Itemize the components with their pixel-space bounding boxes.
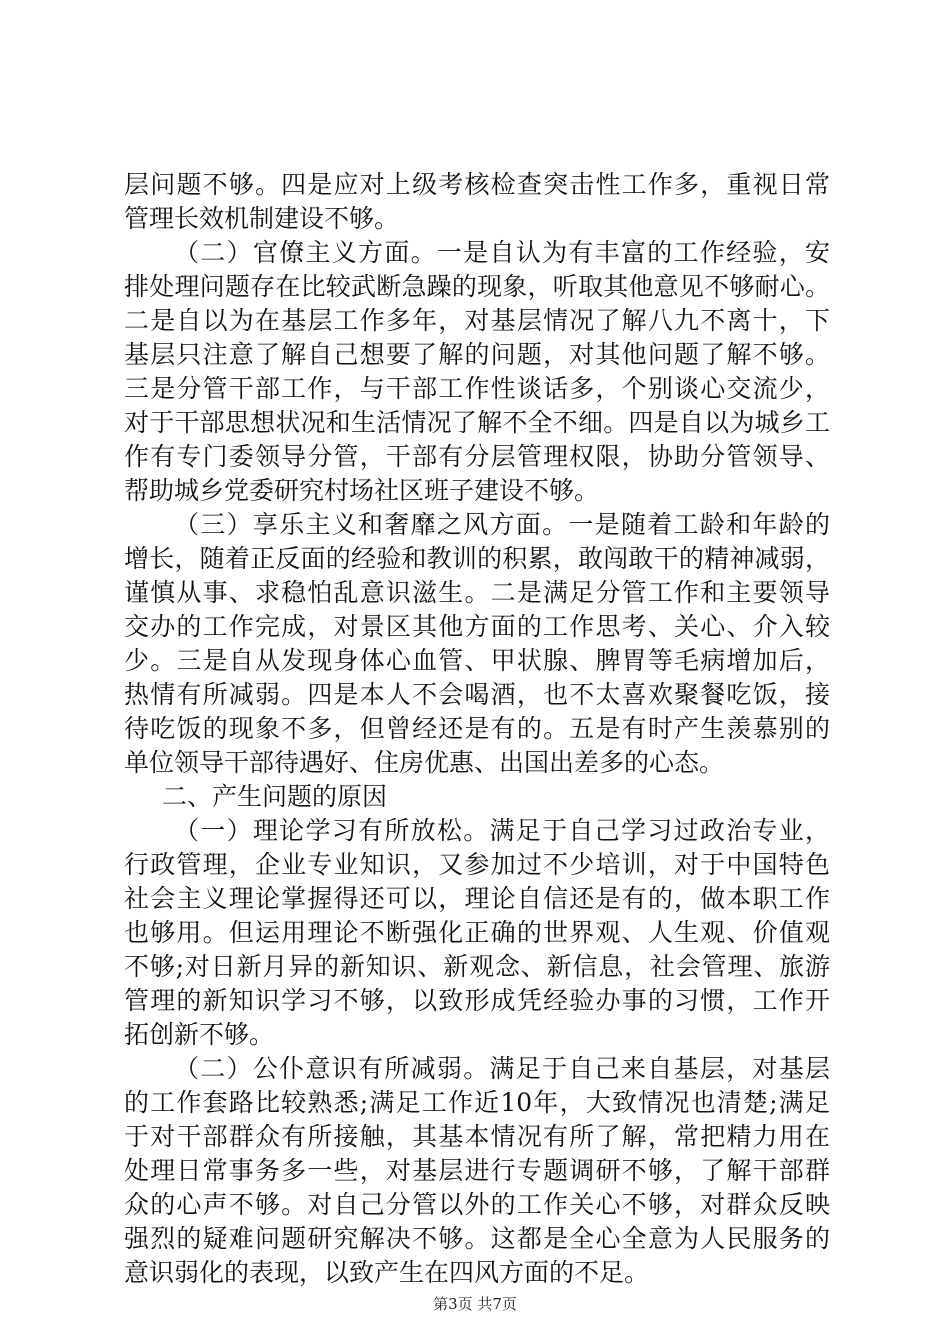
text-line: 拓创新不够。 (124, 1020, 275, 1049)
text-line: 待吃饭的现象不多，但曾经还是有的。五是有时产生羡慕别的 (124, 714, 830, 743)
text-line: 作有专门委领导分管，干部有分层管理权限，协助分管领导、 (124, 442, 830, 471)
text-line: 强烈的疑难问题研究解决不够。这都是全心全意为人民服务的 (124, 1224, 830, 1253)
text-line: 排处理问题存在比较武断急躁的现象，听取其他意见不够耐心。 (124, 272, 830, 301)
text-line: 二是自以为在基层工作多年，对基层情况了解八九不离十，下 (124, 306, 830, 335)
text-line: 对于干部思想状况和生活情况了解不全不细。四是自以为城乡工 (124, 408, 830, 437)
text-line: 众的心声不够。对自己分管以外的工作关心不够，对群众反映 (124, 1190, 830, 1219)
text-line: 基层只注意了解自己想要了解的问题，对其他问题了解不够。 (124, 340, 830, 369)
text-line: 增长，随着正反面的经验和教训的积累，敢闯敢干的精神减弱， (124, 544, 830, 573)
text-line: （二）官僚主义方面。一是自认为有丰富的工作经验，安 (174, 238, 830, 267)
page-number: 第3页 共7页 (433, 1295, 517, 1313)
text-line: 热情有所减弱。四是本人不会喝酒，也不太喜欢聚餐吃饭，接 (124, 680, 830, 709)
text-line: 单位领导干部待遇好、住房优惠、出国出差多的心态。 (124, 748, 725, 777)
text-line: 不够;对日新月异的新知识、新观念、新信息，社会管理、旅游 (124, 952, 830, 981)
text-line: 三是分管干部工作，与干部工作性谈话多，个别谈心交流少， (124, 374, 830, 403)
text-line: （二）公仆意识有所减弱。满足于自己来自基层，对基层 (174, 1054, 830, 1083)
text-line: 帮助城乡党委研究村场社区班子建设不够。 (124, 476, 600, 505)
document-body (124, 168, 830, 1290)
text-line: 管理长效机制建设不够。 (124, 204, 400, 233)
text-line: （一）理论学习有所放松。满足于自己学习过政治专业， (174, 816, 830, 845)
text-line: 管理的新知识学习不够，以致形成凭经验办事的习惯，工作开 (124, 986, 830, 1015)
text-line: （三）享乐主义和奢靡之风方面。一是随着工龄和年龄的 (174, 510, 830, 539)
text-line: 交办的工作完成，对景区其他方面的工作思考、关心、介入较 (124, 612, 830, 641)
text-line: 社会主义理论掌握得还可以，理论自信还是有的，做本职工作 (124, 884, 830, 913)
text-line: 也够用。但运用理论不断强化正确的世界观、人生观、价值观 (124, 918, 830, 947)
text-line: 层问题不够。四是应对上级考核检查突击性工作多，重视日常 (124, 170, 830, 199)
text-line: 谨慎从事、求稳怕乱意识滋生。二是满足分管工作和主要领导 (124, 578, 830, 607)
text-line: 处理日常事务多一些，对基层进行专题调研不够，了解干部群 (124, 1156, 830, 1185)
text-line: 行政管理，企业专业知识，又参加过不少培训，对于中国特色 (124, 850, 830, 879)
text-line: 的工作套路比较熟悉;满足工作近10年，大致情况也清楚;满足 (124, 1088, 830, 1117)
text-line: 意识弱化的表现，以致产生在四风方面的不足。 (124, 1258, 650, 1287)
text-line: 二、产生问题的原因 (162, 782, 388, 811)
text-line: 少。三是自从发现身体心血管、甲状腺、脾胃等毛病增加后， (124, 646, 830, 675)
text-line: 于对干部群众有所接触，其基本情况有所了解，常把精力用在 (124, 1122, 830, 1151)
